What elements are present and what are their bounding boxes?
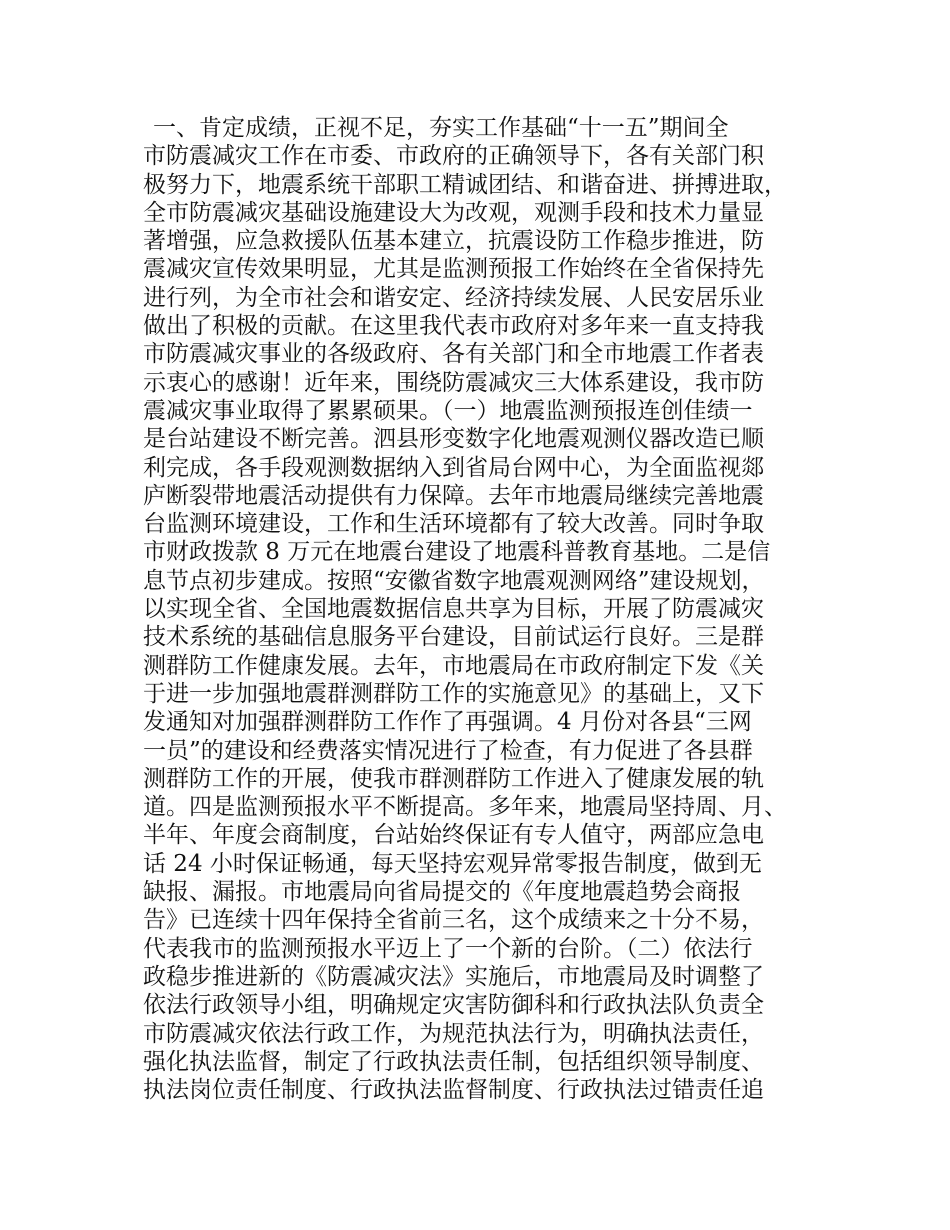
text-line: 强化执法监督，制定了行政执法责任制，包括组织领导制度、: [143, 1048, 764, 1075]
text-line: 利完成，各手段观测数据纳入到省局台网中心，为全面监视郯: [143, 454, 764, 481]
text-line: 一、肯定成绩，正视不足，夯实工作基础“十一五”期间全: [153, 115, 729, 141]
text-line: 市防震减灾依法行政工作，为规范执法行为，明确执法责任，: [143, 1020, 764, 1047]
text-line: 以实现全省、全国地震数据信息共享为目标，开展了防震减灾: [143, 596, 764, 623]
text-line: 发通知对加强群测群防工作作了再强调。4 月份对各县“三网: [143, 709, 752, 736]
text-line: 极努力下，地震系统干部职工精诚团结、和谐奋进、拼搏进取，: [143, 171, 787, 198]
text-line: 一员”的建设和经费落实情况进行了检查，有力促进了各县群: [143, 737, 753, 764]
text-line: 测群防工作健康发展。去年，市地震局在市政府制定下发《关: [143, 652, 764, 679]
text-line: 半年、年度会商制度，台站始终保证有专人值守，两部应急电: [143, 822, 764, 849]
text-line: 震减灾宣传效果明显，尤其是监测预报工作始终在全省保持先: [143, 256, 764, 283]
text-line: 技术系统的基础信息服务平台建设，目前试运行良好。三是群: [143, 624, 764, 651]
text-line: 代表我市的监测预报水平迈上了一个新的台阶。（二）依法行: [143, 935, 753, 962]
text-line: 市防震减灾事业的各级政府、各有关部门和全市地震工作者表: [143, 341, 764, 368]
text-line: 台监测环境建设，工作和生活环境都有了较大改善。同时争取: [143, 511, 764, 538]
text-line: 是台站建设不断完善。泗县形变数字化地震观测仪器改造已顺: [143, 426, 764, 453]
text-line: 全市防震减灾基础设施建设大为改观，观测手段和技术力量显: [143, 199, 764, 226]
text-line: 示衷心的感谢！近年来，围绕防震减灾三大体系建设，我市防: [143, 369, 764, 396]
text-line: 于进一步加强地震群测群防工作的实施意见》的基础上，又下: [143, 680, 764, 707]
text-line: 震减灾事业取得了累累硕果。（一）地震监测预报连创佳绩一: [143, 397, 753, 424]
text-line: 庐断裂带地震活动提供有力保障。去年市地震局继续完善地震: [143, 482, 764, 509]
text-line: 道。四是监测预报水平不断提高。多年来，地震局坚持周、月、: [143, 794, 787, 821]
text-line: 话 24 小时保证畅通，每天坚持宏观异常零报告制度，做到无: [143, 850, 762, 877]
text-line: 告》已连续十四年保持全省前三名，这个成绩来之十分不易，: [143, 907, 764, 934]
text-line: 市财政拨款 8 万元在地震台建设了地震科普教育基地。二是信: [143, 539, 771, 566]
text-line: 市防震减灾工作在市委、市政府的正确领导下，各有关部门积: [143, 143, 764, 170]
text-line: 政稳步推进新的《防震减灾法》实施后，市地震局及时调整了: [143, 963, 764, 990]
text-line: 息节点初步建成。按照“安徽省数字地震观测网络”建设规划，: [143, 567, 765, 594]
text-line: 做出了积极的贡献。在这里我代表市政府对多年来一直支持我: [143, 313, 764, 340]
text-line: 著增强，应急救援队伍基本建立，抗震设防工作稳步推进，防: [143, 228, 764, 255]
body-text: [143, 114, 823, 1104]
text-line: 依法行政领导小组，明确规定灾害防御科和行政执法队负责全: [143, 992, 764, 1019]
text-line: 缺报、漏报。市地震局向省局提交的《年度地震趋势会商报: [143, 879, 741, 906]
text-line: 测群防工作的开展，使我市群测群防工作进入了健康发展的轨: [143, 765, 764, 792]
text-line: 执法岗位责任制度、行政执法监督制度、行政执法过错责任追: [143, 1077, 764, 1104]
text-line: 进行列，为全市社会和谐安定、经济持续发展、人民安居乐业: [143, 284, 764, 311]
